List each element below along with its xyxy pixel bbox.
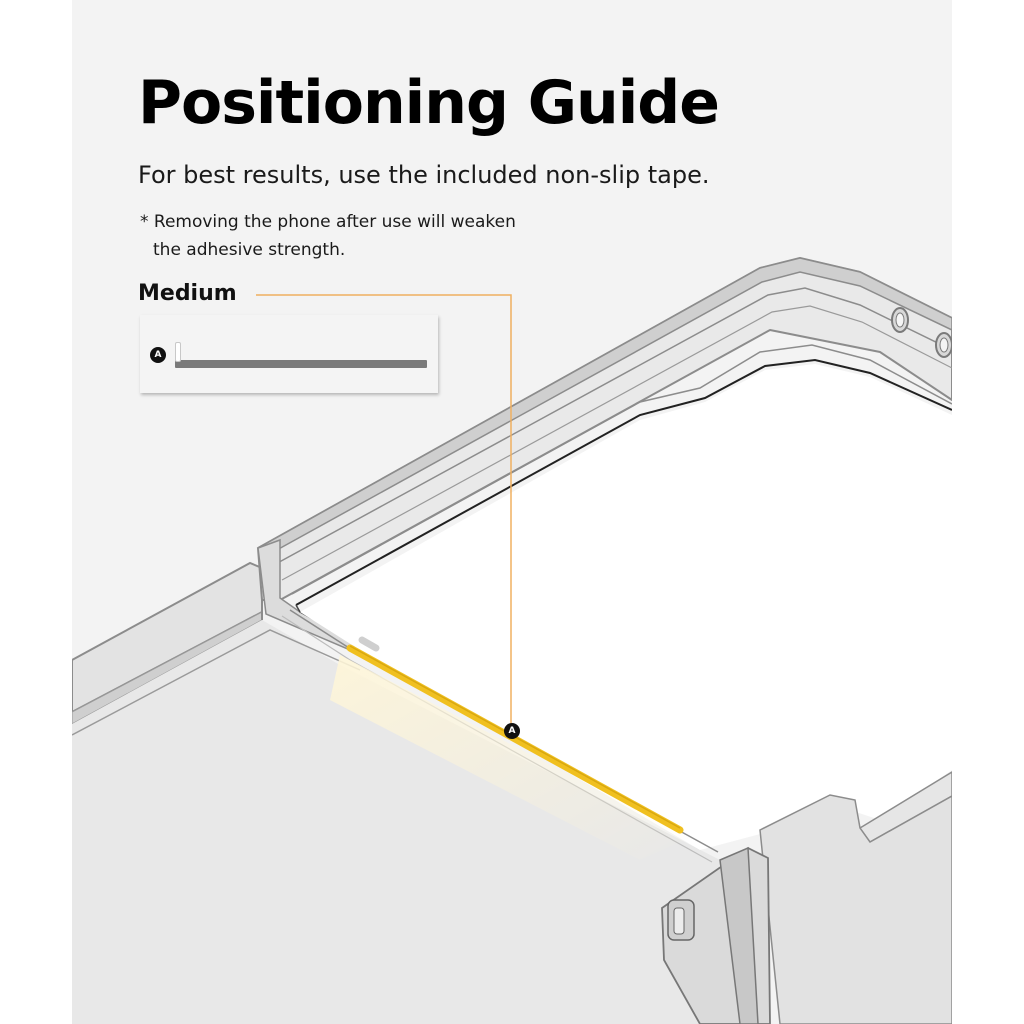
tape-sample-card	[140, 315, 438, 393]
tape-level-label: Medium	[138, 281, 237, 306]
note-line-2: the adhesive strength.	[153, 240, 346, 260]
tape-sample-tab	[175, 342, 181, 362]
page-title: Positioning Guide	[138, 68, 719, 138]
note-line-1: * Removing the phone after use will weaken	[140, 212, 516, 232]
marker-a-card: A	[150, 347, 166, 363]
page-subtitle: For best results, use the included non-slip tape.	[138, 161, 710, 189]
adhesive-note	[140, 208, 516, 264]
tape-sample-line	[175, 360, 427, 368]
marker-a-phone: A	[504, 723, 520, 739]
